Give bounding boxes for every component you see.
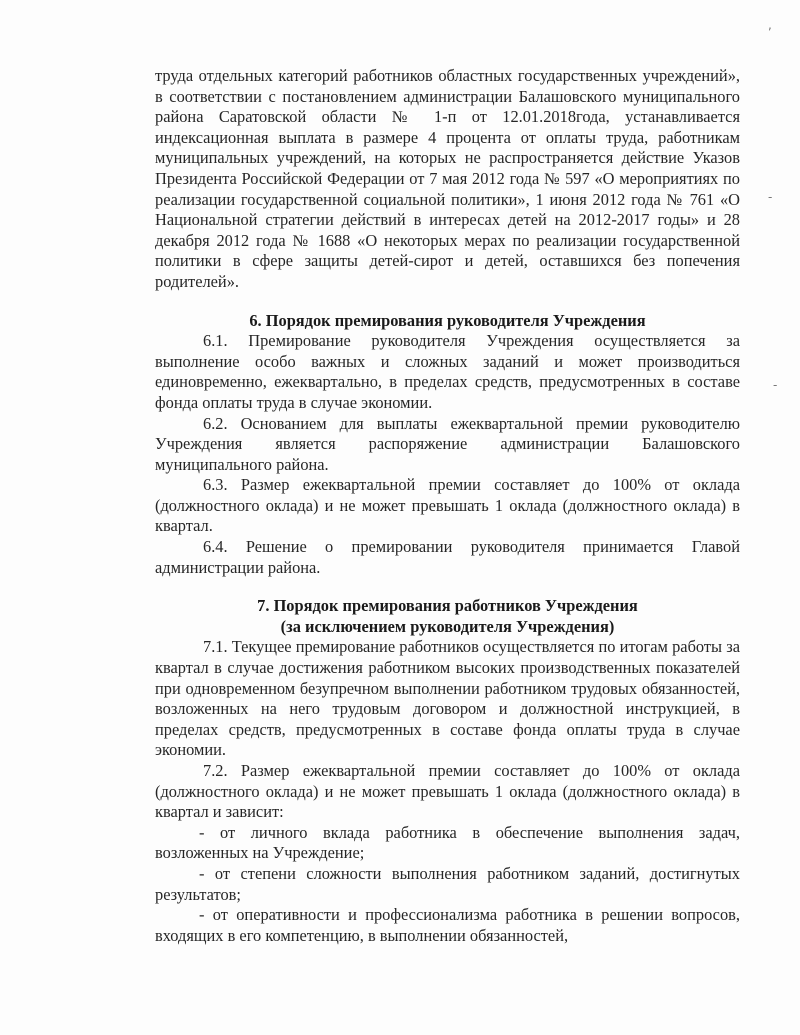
- paragraph-6-2: 6.2. Основанием для выплаты ежеквартальной премии руководителю Учреждения является распоряжение администрации Балашовского муниципального района.: [155, 413, 740, 474]
- section-7-heading-line-1: 7. Порядок премирования работников Учреждения: [257, 596, 638, 616]
- section-7-heading-line-2: (за исключением руководителя Учреждения): [280, 616, 615, 636]
- paragraph-7-2: 7.2. Размер ежеквартальной премии составляет до 100% от оклада (должностного оклада) и не может превышать 1 оклада (должностного оклада) в квартал и зависит:: [155, 761, 740, 822]
- scan-mark: ,: [768, 18, 772, 32]
- paragraph-6-3: 6.3. Размер ежеквартальной премии составляет до 100% от оклада (должностного оклада) и не может превышать 1 оклада (должностного оклада) в квартал.: [155, 475, 740, 536]
- scan-mark: -: [773, 378, 778, 392]
- paragraph-6-4: 6.4. Решение о премировании руководителя принимается Главой администрации района.: [155, 537, 740, 577]
- document-body: [155, 66, 740, 946]
- paragraph-6-1: 6.1. Премирование руководителя Учреждения осуществляется за выполнение особо важных и сложных заданий и может производиться единовременно, ежеквартально, в пределах средств, предусмотренных в составе фонда оплаты труда в случае экономии.: [155, 331, 740, 412]
- section-6-heading-text: 6. Порядок премирования руководителя Учреждения: [249, 310, 646, 330]
- list-item: - от оперативности и профессионализма работника в решении вопросов, входящих в его компетенцию, в выполнении обязанностей,: [155, 905, 740, 945]
- list-item: - от степени сложности выполнения работником заданий, достигнутых результатов;: [155, 863, 740, 904]
- scan-mark: -: [768, 190, 773, 204]
- intro-paragraph: труда отдельных категорий работников областных государственных учреждений», в соответствии с постановлением администрации Балашовского муниципального района Саратовской области № 1-п от 12.01.2018года, устанавливается индексационная выплата в размере 4 процента от оплаты труда, работникам муниципальных учреждений, на которых не распространяется действие Указов Президента Российской Федерации от 7 мая 2012 года № 597 «О мероприятиях по реализации государственной социальной политики», 1 июня 2012 года № 761 «О Национальной стратегии действий в интересах детей на 2012-2017 годы» и 28 декабря 2012 года № 1688 «О некоторых мерах по реализации государственной политики в сфере защиты детей-сирот и детей, оставшихся без попечения родителей».: [155, 66, 740, 291]
- list-item: - от личного вклада работника в обеспечение выполнения задач, возложенных на Учреждение;: [155, 822, 740, 863]
- section-7-heading: [155, 596, 740, 637]
- section-6-heading: [155, 311, 740, 332]
- paragraph-7-1: 7.1. Текущее премирование работников осуществляется по итогам работы за квартал в случае достижения работником высоких производственных показателей при одновременном безупречном выполнении работником трудовых обязанностей, возложенных на него трудовым договором и должностной инструкцией, в пределах средств, предусмотренных в составе фонда оплаты труда в случае экономии.: [155, 637, 740, 760]
